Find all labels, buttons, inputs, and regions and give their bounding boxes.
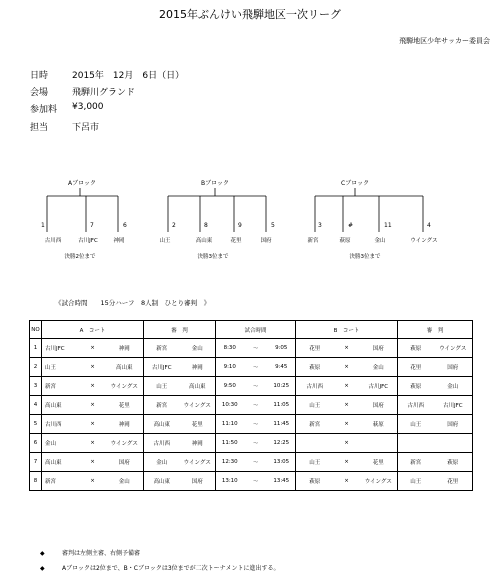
court-b-vs: × — [334, 453, 360, 472]
court-a-team-1: 新宮 — [42, 377, 80, 396]
court-a-referee-sub: ウイングス — [180, 453, 216, 472]
court-a-referee-main: 新宮 — [144, 396, 180, 415]
court-b-vs: × — [334, 472, 360, 491]
court-b-referee-sub: ウイングス — [434, 339, 473, 358]
court-b-referee-main — [398, 434, 434, 453]
court-b-vs: × — [334, 358, 360, 377]
court-b-team-1: 花里 — [296, 339, 334, 358]
note-text: 審判は左側主審、右側予備審 — [62, 550, 141, 557]
team-number: 8 — [204, 222, 208, 229]
court-a-team-2: 神岡 — [106, 415, 144, 434]
row-number: 6 — [30, 434, 42, 453]
page-title: 2015年ぶんけい飛騨地区一次リーグ — [159, 8, 341, 21]
header-court-b: B コート — [296, 321, 398, 339]
court-b-referee-sub: 国府 — [434, 358, 473, 377]
info-value: 2015年 12月 6日（日） — [72, 71, 185, 81]
team-name: 花里 — [230, 238, 242, 244]
court-b-team-2: 国府 — [360, 339, 398, 358]
info-label: 参加料 — [30, 105, 58, 115]
start-time: 9:50 — [216, 377, 244, 396]
block-b-label: Bブロック — [201, 180, 229, 187]
bullet-icon: ◆ — [40, 565, 45, 572]
end-time: 13:45 — [268, 472, 296, 491]
team-number: 1 — [41, 222, 45, 229]
court-b-team-2: 金山 — [360, 358, 398, 377]
time-separator: ～ — [244, 339, 268, 358]
start-time: 13:10 — [216, 472, 244, 491]
start-time: 10:30 — [216, 396, 244, 415]
row-number: 5 — [30, 415, 42, 434]
court-b-referee-main: 萩原 — [398, 377, 434, 396]
court-a-referee-main: 高山東 — [144, 415, 180, 434]
court-b-vs: × — [334, 377, 360, 396]
info-label: 日時 — [30, 71, 49, 81]
info-label: 会場 — [30, 88, 49, 98]
schedule-row — [30, 472, 473, 491]
court-b-referee-main: 山王 — [398, 472, 434, 491]
end-time: 10:25 — [268, 377, 296, 396]
court-a-vs: × — [80, 472, 106, 491]
court-b-team-1: 萩原 — [296, 358, 334, 377]
court-a-referee-sub: 国府 — [180, 472, 216, 491]
note-1 — [40, 548, 140, 557]
court-a-team-2: 金山 — [106, 472, 144, 491]
court-a-referee-main: 金山 — [144, 453, 180, 472]
team-number: 2 — [172, 222, 176, 229]
court-a-referee-sub: 高山東 — [180, 377, 216, 396]
end-time: 12:25 — [268, 434, 296, 453]
schedule-table — [29, 320, 473, 491]
court-b-referee-sub — [434, 434, 473, 453]
court-a-referee-sub: 金山 — [180, 339, 216, 358]
team-name: 国府 — [260, 238, 272, 244]
note-text: Aブロックは2位まで、B・Cブロックは3位までが二次トーナメントに進出する。 — [62, 565, 280, 572]
team-name: 古川西 — [44, 238, 62, 244]
court-b-team-1 — [296, 434, 334, 453]
schedule-row — [30, 396, 473, 415]
header-ref-a: 審 判 — [144, 321, 216, 339]
organizer: 飛騨地区少年サッカー委員会 — [399, 37, 490, 45]
team-number: # — [348, 222, 354, 229]
court-a-team-1: 古川西 — [42, 415, 80, 434]
court-a-vs: × — [80, 396, 106, 415]
team-name: 新宮 — [307, 238, 319, 244]
time-separator: ～ — [244, 415, 268, 434]
court-b-team-1: 古川西 — [296, 377, 334, 396]
header-ref-b: 審 判 — [398, 321, 473, 339]
end-time: 9:05 — [268, 339, 296, 358]
court-a-vs: × — [80, 434, 106, 453]
team-number: 6 — [123, 222, 127, 229]
team-name: 古川JFC — [78, 238, 98, 244]
time-separator: ～ — [244, 472, 268, 491]
block-a-note: 決勝2位まで — [64, 254, 96, 260]
block-c-label: Cブロック — [341, 180, 370, 187]
schedule-row — [30, 434, 473, 453]
court-a-referee-sub: 神岡 — [180, 358, 216, 377]
court-b-team-2: ウイングス — [360, 472, 398, 491]
court-a-team-2: ウイングス — [106, 377, 144, 396]
end-time: 9:45 — [268, 358, 296, 377]
court-a-team-1: 高山東 — [42, 396, 80, 415]
start-time: 12:30 — [216, 453, 244, 472]
schedule-row — [30, 339, 473, 358]
court-a-referee-main: 新宮 — [144, 339, 180, 358]
court-a-referee-main: 山王 — [144, 377, 180, 396]
court-b-referee-main: 新宮 — [398, 453, 434, 472]
match-timing: 《試合時間 15分ハーフ 8人制 ひとり審判 》 — [55, 299, 211, 307]
team-name: 山王 — [159, 238, 171, 244]
team-number: 9 — [238, 222, 242, 229]
court-a-team-1: 金山 — [42, 434, 80, 453]
schedule-header-row — [30, 321, 473, 339]
court-a-team-1: 新宮 — [42, 472, 80, 491]
start-time: 9:10 — [216, 358, 244, 377]
info-label: 担当 — [30, 123, 49, 133]
court-a-team-2: ウイングス — [106, 434, 144, 453]
team-name: 神岡 — [113, 238, 125, 244]
court-b-referee-sub: 花里 — [434, 472, 473, 491]
court-b-team-2: 萩原 — [360, 415, 398, 434]
court-b-team-1: 山王 — [296, 453, 334, 472]
block-a-label: Aブロック — [68, 180, 96, 187]
block-b-note: 決勝3位まで — [197, 254, 229, 260]
team-name: ウイングス — [410, 238, 438, 244]
court-a-vs: × — [80, 377, 106, 396]
note-2 — [40, 563, 279, 572]
schedule-row — [30, 358, 473, 377]
court-b-team-2: 国府 — [360, 396, 398, 415]
court-a-referee-main: 古川JFC — [144, 358, 180, 377]
schedule-row — [30, 453, 473, 472]
header-time: 試合時間 — [216, 321, 296, 339]
team-name: 高山東 — [195, 238, 213, 244]
court-b-referee-main: 古川西 — [398, 396, 434, 415]
court-b-team-2: 花里 — [360, 453, 398, 472]
team-name: 萩原 — [339, 238, 351, 244]
team-name: 金山 — [374, 238, 386, 244]
court-b-vs: × — [334, 396, 360, 415]
court-a-vs: × — [80, 453, 106, 472]
court-a-referee-sub: 花里 — [180, 415, 216, 434]
court-b-vs: × — [334, 434, 360, 453]
start-time: 11:10 — [216, 415, 244, 434]
start-time: 8:30 — [216, 339, 244, 358]
end-time: 11:05 — [268, 396, 296, 415]
court-a-referee-sub: 神岡 — [180, 434, 216, 453]
row-number: 2 — [30, 358, 42, 377]
block-c-note: 決勝3位まで — [349, 254, 381, 260]
court-a-team-1: 高山東 — [42, 453, 80, 472]
header-court-a: A コート — [42, 321, 144, 339]
start-time: 11:50 — [216, 434, 244, 453]
time-separator: ～ — [244, 396, 268, 415]
court-b-vs: × — [334, 339, 360, 358]
court-b-team-1: 山王 — [296, 396, 334, 415]
court-a-vs: × — [80, 339, 106, 358]
end-time: 11:45 — [268, 415, 296, 434]
court-b-team-1: 新宮 — [296, 415, 334, 434]
row-number: 8 — [30, 472, 42, 491]
court-b-referee-main: 萩原 — [398, 339, 434, 358]
court-a-referee-sub: ウイングス — [180, 396, 216, 415]
team-number: 3 — [318, 222, 322, 229]
court-a-team-1: 古川JFC — [42, 339, 80, 358]
time-separator: ～ — [244, 377, 268, 396]
court-b-referee-sub: 金山 — [434, 377, 473, 396]
header-no: NO — [30, 321, 42, 339]
team-number: 4 — [427, 222, 431, 229]
info-value: 下呂市 — [72, 123, 100, 133]
row-number: 4 — [30, 396, 42, 415]
court-a-team-2: 花里 — [106, 396, 144, 415]
court-b-team-2 — [360, 434, 398, 453]
court-a-team-1: 山王 — [42, 358, 80, 377]
court-b-team-1: 萩原 — [296, 472, 334, 491]
court-b-referee-sub: 古川JFC — [434, 396, 473, 415]
court-a-team-2: 神岡 — [106, 339, 144, 358]
court-a-referee-main: 古川西 — [144, 434, 180, 453]
time-separator: ～ — [244, 434, 268, 453]
court-a-vs: × — [80, 358, 106, 377]
time-separator: ～ — [244, 358, 268, 377]
info-value: ¥3,000 — [72, 102, 104, 112]
court-b-vs: × — [334, 415, 360, 434]
team-number: 5 — [271, 222, 275, 229]
schedule-row — [30, 415, 473, 434]
court-a-team-2: 国府 — [106, 453, 144, 472]
schedule-row — [30, 377, 473, 396]
court-a-vs: × — [80, 415, 106, 434]
court-a-team-2: 高山東 — [106, 358, 144, 377]
time-separator: ～ — [244, 453, 268, 472]
team-number: 7 — [90, 222, 94, 229]
court-b-referee-main: 花里 — [398, 358, 434, 377]
bullet-icon: ◆ — [40, 550, 45, 557]
court-b-team-2: 古川JFC — [360, 377, 398, 396]
court-b-referee-main: 山王 — [398, 415, 434, 434]
row-number: 3 — [30, 377, 42, 396]
row-number: 1 — [30, 339, 42, 358]
end-time: 13:05 — [268, 453, 296, 472]
court-a-referee-main: 高山東 — [144, 472, 180, 491]
row-number: 7 — [30, 453, 42, 472]
info-value: 飛騨川グランド — [72, 88, 136, 98]
court-b-referee-sub: 萩原 — [434, 453, 473, 472]
court-b-referee-sub: 国府 — [434, 415, 473, 434]
team-number: 11 — [384, 222, 392, 229]
